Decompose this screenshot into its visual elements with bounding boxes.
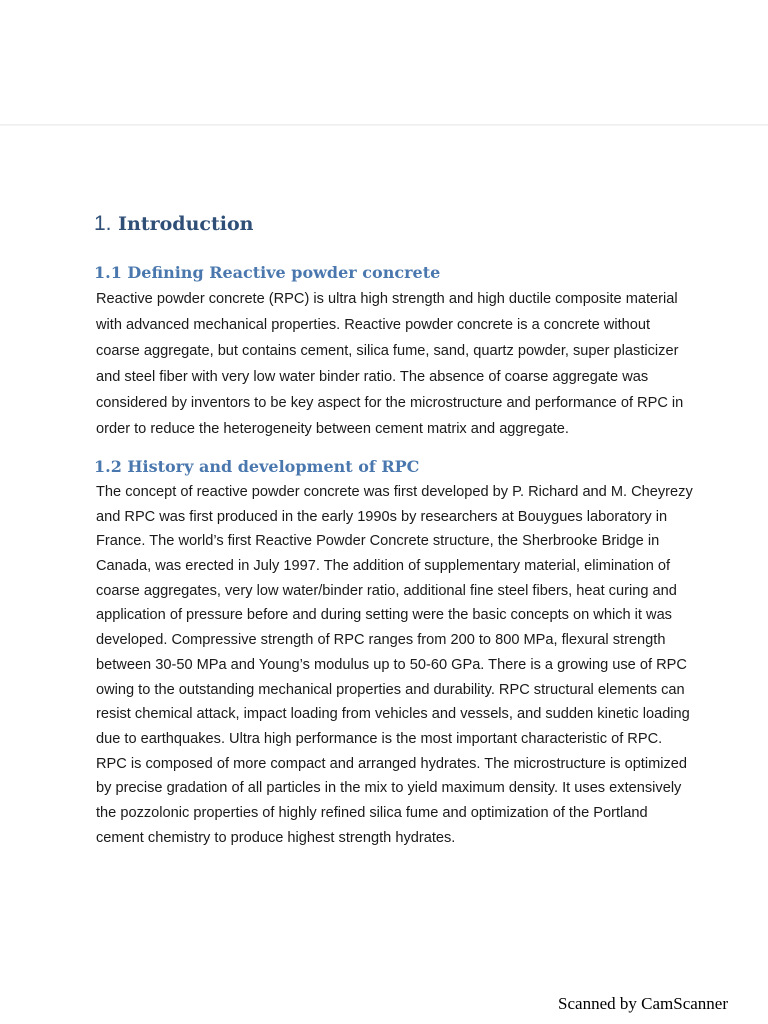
paragraph-line: and steel fiber with very low water binder ratio. The absence of coarse aggregate was <box>96 369 649 385</box>
paragraph-line: cement chemistry to produce highest strength hydrates. <box>96 829 456 846</box>
section-1-paragraph <box>94 286 724 442</box>
paragraph-line: coarse aggregate, but contains cement, silica fume, sand, quartz powder, super plasticizer <box>96 343 679 359</box>
paragraph-line: the pozzolonic properties of highly refined silica fume and optimization of the Portland <box>96 804 648 821</box>
paragraph-line: France. The world’s first Reactive Powder Concrete structure, the Sherbrooke Bridge in <box>96 533 660 550</box>
paragraph-line: and RPC was first produced in the early 1990s by researchers at Bouygues laboratory in <box>96 508 668 525</box>
heading-introduction <box>94 208 724 240</box>
paragraph-line: resist chemical attack, impact loading from vehicles and vessels, and sudden kinetic loading <box>96 706 690 723</box>
section-2-paragraph <box>94 480 724 850</box>
paragraph-line: considered by inventors to be key aspect for the microstructure and performance of RPC in <box>96 395 684 411</box>
document-content <box>94 208 724 850</box>
paragraph-line: owing to the outstanding mechanical properties and durability. RPC structural elements can <box>96 681 685 698</box>
paragraph-line: Reactive powder concrete (RPC) is ultra high strength and high ductile composite material <box>96 291 678 307</box>
heading-text: Introduction <box>111 213 254 235</box>
paragraph-line: developed. Compressive strength of RPC ranges from 200 to 800 MPa, flexural strength <box>96 632 666 649</box>
paragraph-line: between 30-50 MPa and Young’s modulus up to 50-60 GPa. There is a growing use of RPC <box>96 656 687 673</box>
paragraph-line: Canada, was erected in July 1997. The addition of supplementary material, elimination of <box>96 558 671 575</box>
section-title-history-rpc: 1.2 History and development of RPC <box>94 457 420 476</box>
paragraph-line: due to earthquakes. Ultra high performance is the most important characteristic of RPC. <box>96 730 663 747</box>
paragraph-line: order to reduce the heterogeneity between cement matrix and aggregate. <box>96 421 569 437</box>
paragraph-line: by precise gradation of all particles in the mix to yield maximum density. It uses extensively <box>96 780 682 797</box>
scan-top-margin <box>0 0 768 124</box>
section-title-defining-rpc: 1.1 Defining Reactive powder concrete <box>94 263 441 282</box>
scanner-watermark: Scanned by CamScanner <box>558 994 728 1013</box>
heading-number: 1. <box>94 212 112 235</box>
paragraph-line: RPC is composed of more compact and arranged hydrates. The microstructure is optimized <box>96 755 688 772</box>
paragraph-line: with advanced mechanical properties. Reactive powder concrete is a concrete without <box>96 317 651 333</box>
paragraph-line: coarse aggregates, very low water/binder ratio, additional fine steel fibers, heat curing and <box>96 582 677 599</box>
paragraph-line: application of pressure before and during setting were the basic concepts on which it was <box>96 607 672 624</box>
paragraph-line: The concept of reactive powder concrete was first developed by P. Richard and M. Cheyrezy <box>96 484 693 500</box>
